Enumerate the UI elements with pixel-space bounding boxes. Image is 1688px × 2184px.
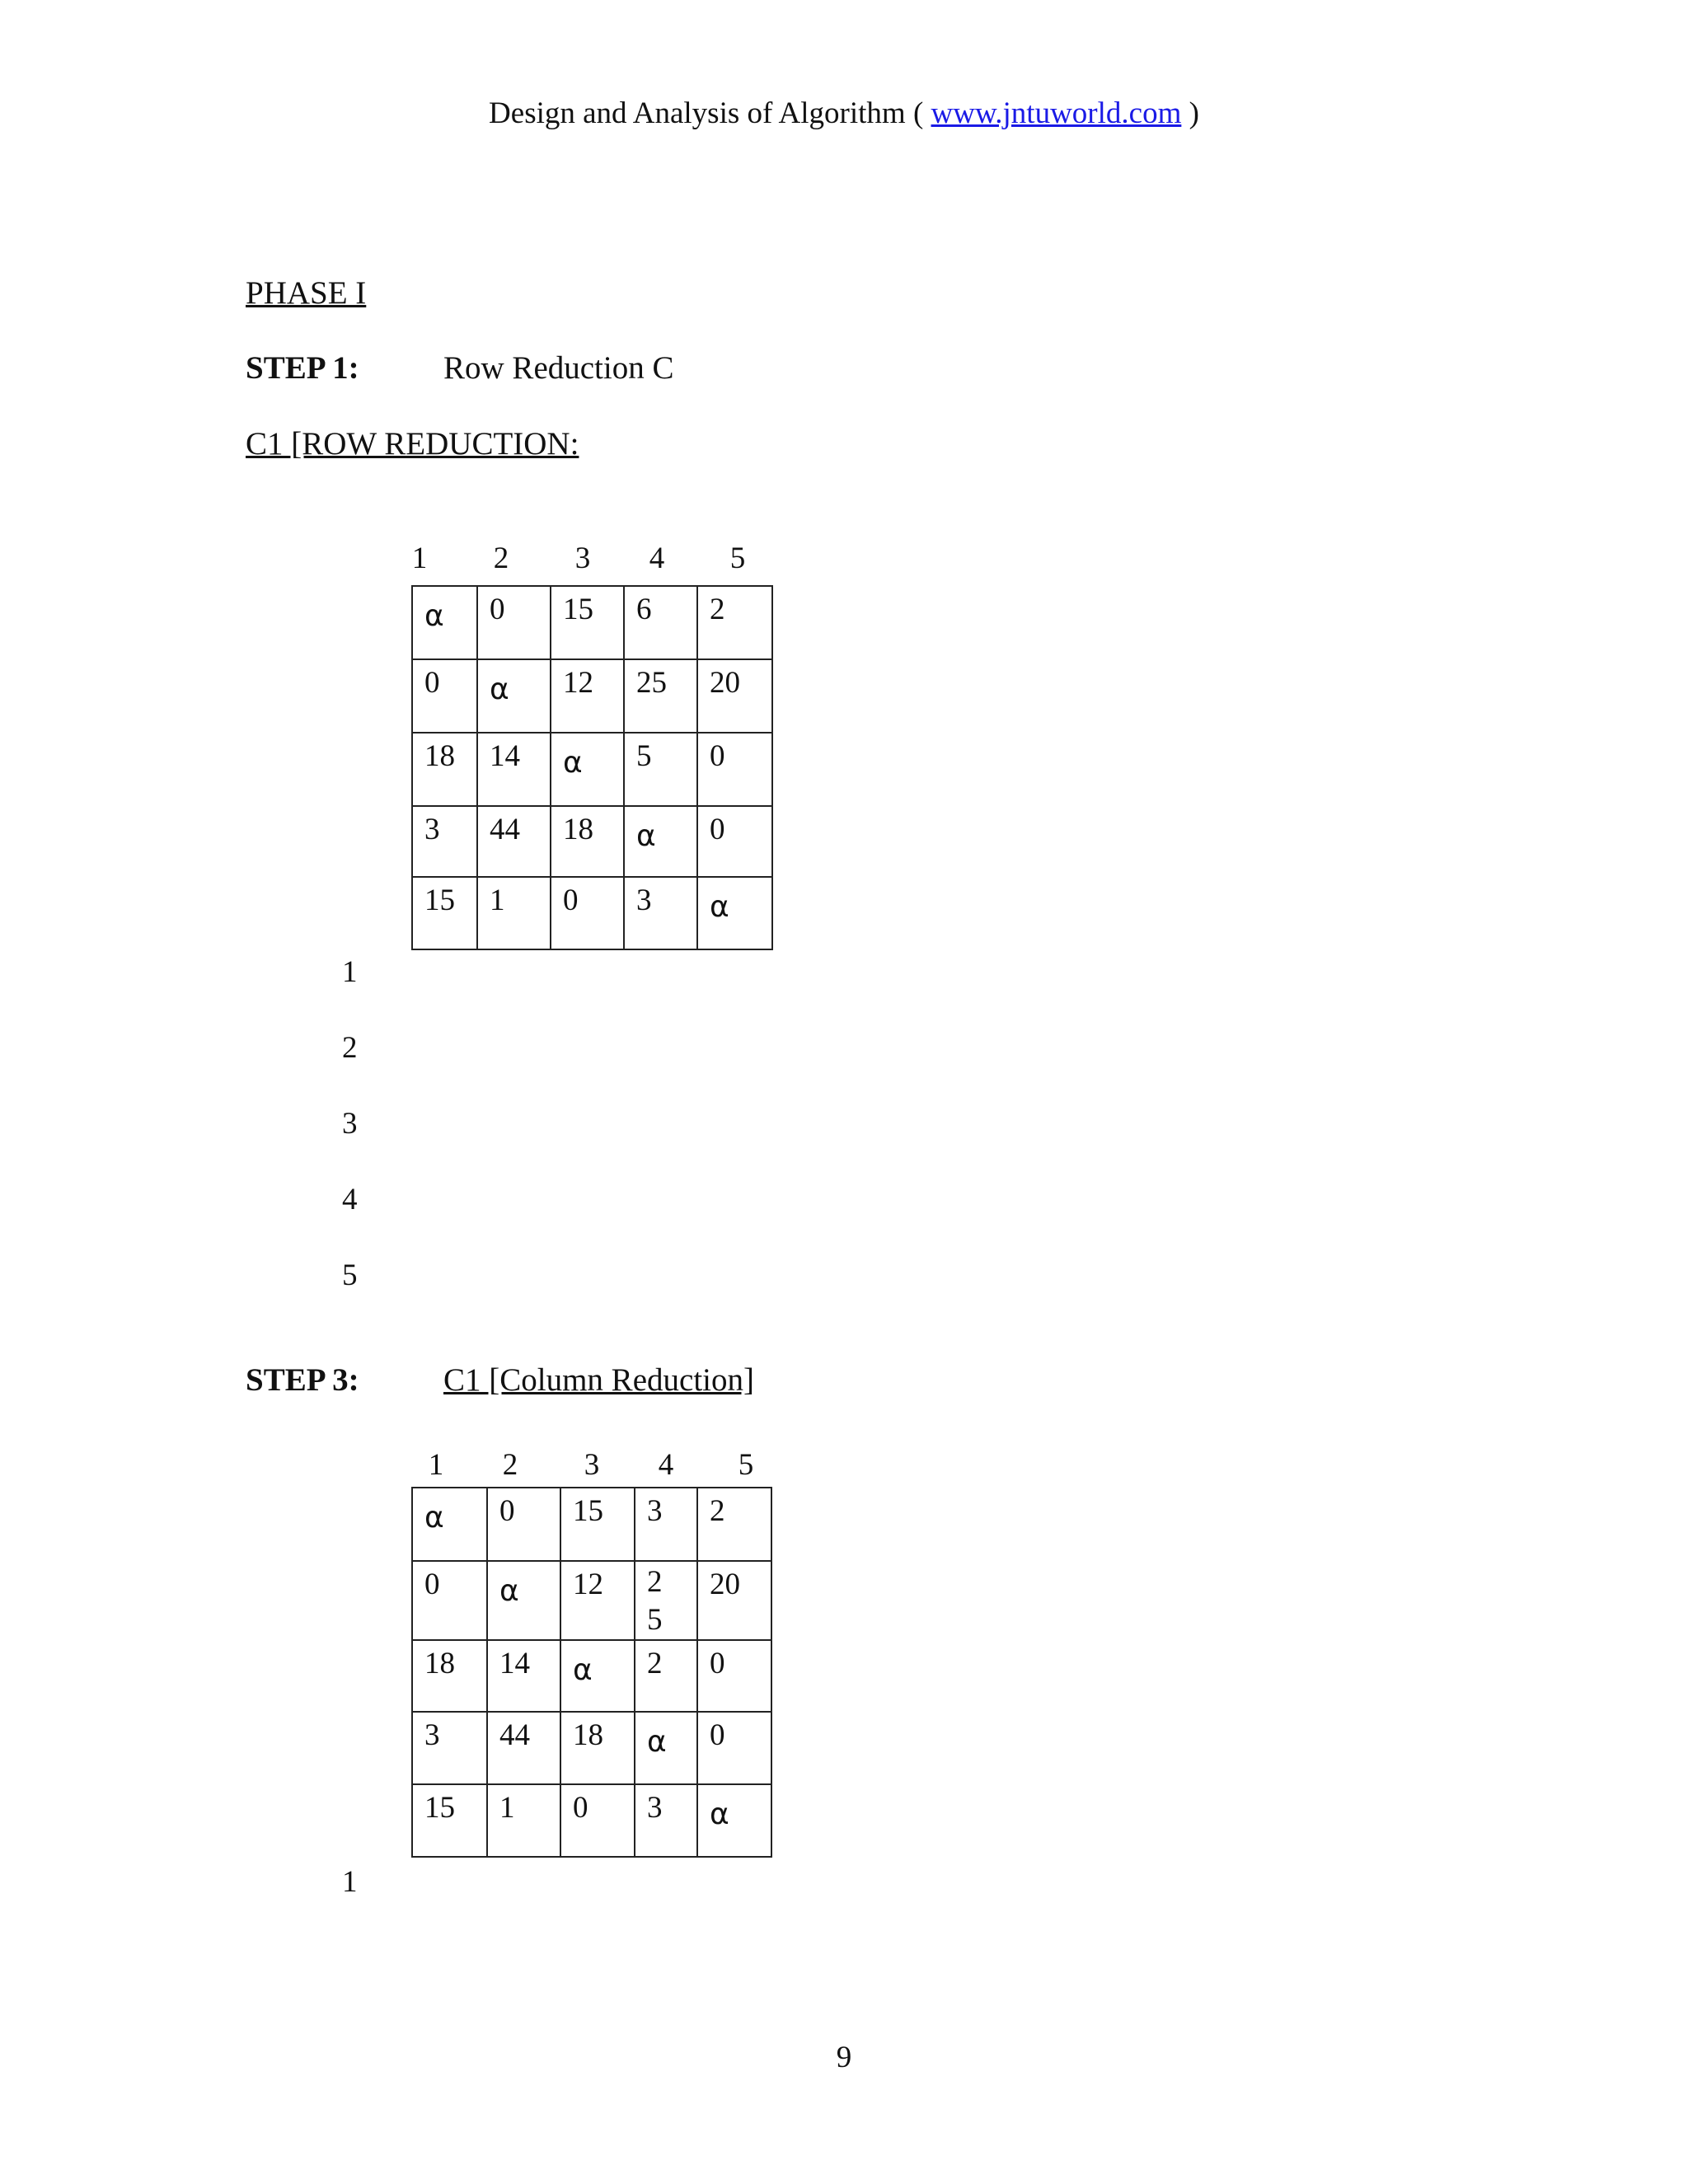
matrix1-cell: 15 <box>412 877 477 949</box>
matrix1-cell: 3 <box>412 806 477 877</box>
matrix1-row-label: 1 <box>342 955 358 989</box>
matrix1-cell <box>551 733 624 806</box>
matrix1-cell: 18 <box>551 806 624 877</box>
matrix1-row-label: 3 <box>342 1107 358 1141</box>
matrix2-cell: 12 <box>560 1561 635 1640</box>
matrix1-cell: 0 <box>551 877 624 949</box>
header-title: Design and Analysis of Algorithm ( <box>489 96 931 130</box>
matrix2-cell: 2 <box>635 1640 697 1712</box>
matrix2-column-header: 3 <box>584 1448 600 1482</box>
matrix1-cell: 12 <box>551 659 624 733</box>
alpha-symbol: α <box>424 1501 444 1535</box>
matrix1-cell: 0 <box>697 806 772 877</box>
matrix1-cell: 18 <box>412 733 477 806</box>
phase-title: PHASE I <box>246 275 367 311</box>
matrix2-row <box>412 1561 771 1640</box>
matrix1-cell: 14 <box>477 733 551 806</box>
alpha-symbol: α <box>647 1725 667 1759</box>
matrix2-row <box>412 1488 771 1561</box>
matrix2-cell <box>487 1561 560 1640</box>
matrix2-cell: 20 <box>697 1561 771 1640</box>
matrix1-column-header: 3 <box>574 541 591 575</box>
matrix2-cell: 3 <box>635 1784 697 1857</box>
matrix1-cell <box>412 586 477 659</box>
matrix2-column-header: 1 <box>428 1448 444 1482</box>
matrix1-cell: 25 <box>624 659 697 733</box>
matrix1-row <box>412 806 772 877</box>
step1-subtitle: C1 [ROW REDUCTION: <box>246 426 579 462</box>
matrix2-cell: 0 <box>697 1712 771 1784</box>
matrix2-cell: 44 <box>487 1712 560 1784</box>
matrix2-column-header: 2 <box>502 1448 518 1482</box>
matrix1-cell: 0 <box>477 586 551 659</box>
matrix2-cell: 18 <box>412 1640 487 1712</box>
matrix2-cell <box>697 1784 771 1857</box>
matrix1-row-label: 5 <box>342 1258 358 1292</box>
matrix2-cell <box>412 1488 487 1561</box>
matrix2-cell-part: 2 <box>647 1565 663 1599</box>
matrix1-column-header: 4 <box>649 541 665 575</box>
matrix1-row <box>412 733 772 806</box>
page-header <box>0 96 1688 131</box>
alpha-symbol: α <box>490 673 509 706</box>
matrix1-row <box>412 586 772 659</box>
header-suffix: ) <box>1181 96 1199 130</box>
matrix1-cell: 5 <box>624 733 697 806</box>
matrix2-cell: 0 <box>487 1488 560 1561</box>
matrix2-cell <box>560 1640 635 1712</box>
step1-label: STEP 1: <box>246 350 359 386</box>
alpha-symbol: α <box>710 890 729 924</box>
matrix1-cell: 0 <box>412 659 477 733</box>
matrix1-row-label: 2 <box>342 1031 358 1065</box>
matrix2-cell: 18 <box>560 1712 635 1784</box>
matrix1-column-header: 1 <box>411 541 428 575</box>
matrix1-row <box>412 659 772 733</box>
matrix2 <box>411 1487 772 1858</box>
alpha-symbol: α <box>636 819 656 853</box>
alpha-symbol: α <box>563 746 583 780</box>
matrix2-cell: 3 <box>635 1488 697 1561</box>
matrix2-cell-part: 5 <box>647 1603 663 1637</box>
matrix2-cell: 14 <box>487 1640 560 1712</box>
matrix1-column-header: 5 <box>729 541 746 575</box>
matrix2-row <box>412 1640 771 1712</box>
matrix1-row-label: 4 <box>342 1183 358 1216</box>
matrix2-cell <box>635 1561 697 1640</box>
matrix1-cell: 0 <box>697 733 772 806</box>
alpha-symbol: α <box>710 1797 729 1831</box>
matrix2-cell: 2 <box>697 1488 771 1561</box>
matrix1-cell: 15 <box>551 586 624 659</box>
matrix1-cell: 2 <box>697 586 772 659</box>
matrix2-cell: 0 <box>412 1561 487 1640</box>
step1-text: Row Reduction C <box>443 350 674 386</box>
matrix1-cell <box>477 659 551 733</box>
matrix1-column-header: 2 <box>493 541 509 575</box>
matrix1-cell: 6 <box>624 586 697 659</box>
matrix2-row <box>412 1712 771 1784</box>
matrix1-row <box>412 877 772 949</box>
step3-label: STEP 3: <box>246 1362 359 1398</box>
matrix2-column-header: 5 <box>738 1448 754 1482</box>
step3-text: C1 [Column Reduction] <box>443 1362 754 1398</box>
matrix1-cell <box>697 877 772 949</box>
matrix2-row <box>412 1784 771 1857</box>
alpha-symbol: α <box>499 1574 519 1608</box>
matrix2-cell <box>635 1712 697 1784</box>
page-number: 9 <box>836 2041 852 2074</box>
matrix1-cell: 3 <box>624 877 697 949</box>
matrix2-cell: 1 <box>487 1784 560 1857</box>
matrix2-cell: 15 <box>560 1488 635 1561</box>
matrix1-cell: 20 <box>697 659 772 733</box>
alpha-symbol: α <box>573 1653 593 1687</box>
alpha-symbol: α <box>424 599 444 633</box>
matrix2-cell: 0 <box>697 1640 771 1712</box>
header-link[interactable]: www.jntuworld.com <box>931 96 1182 130</box>
matrix2-cell: 15 <box>412 1784 487 1857</box>
matrix2-cell: 0 <box>560 1784 635 1857</box>
matrix2-cell: 3 <box>412 1712 487 1784</box>
matrix1 <box>411 585 773 950</box>
matrix1-cell: 44 <box>477 806 551 877</box>
matrix1-cell: 1 <box>477 877 551 949</box>
matrix2-column-header: 4 <box>658 1448 674 1482</box>
matrix1-cell <box>624 806 697 877</box>
matrix2-row-label: 1 <box>342 1865 358 1899</box>
